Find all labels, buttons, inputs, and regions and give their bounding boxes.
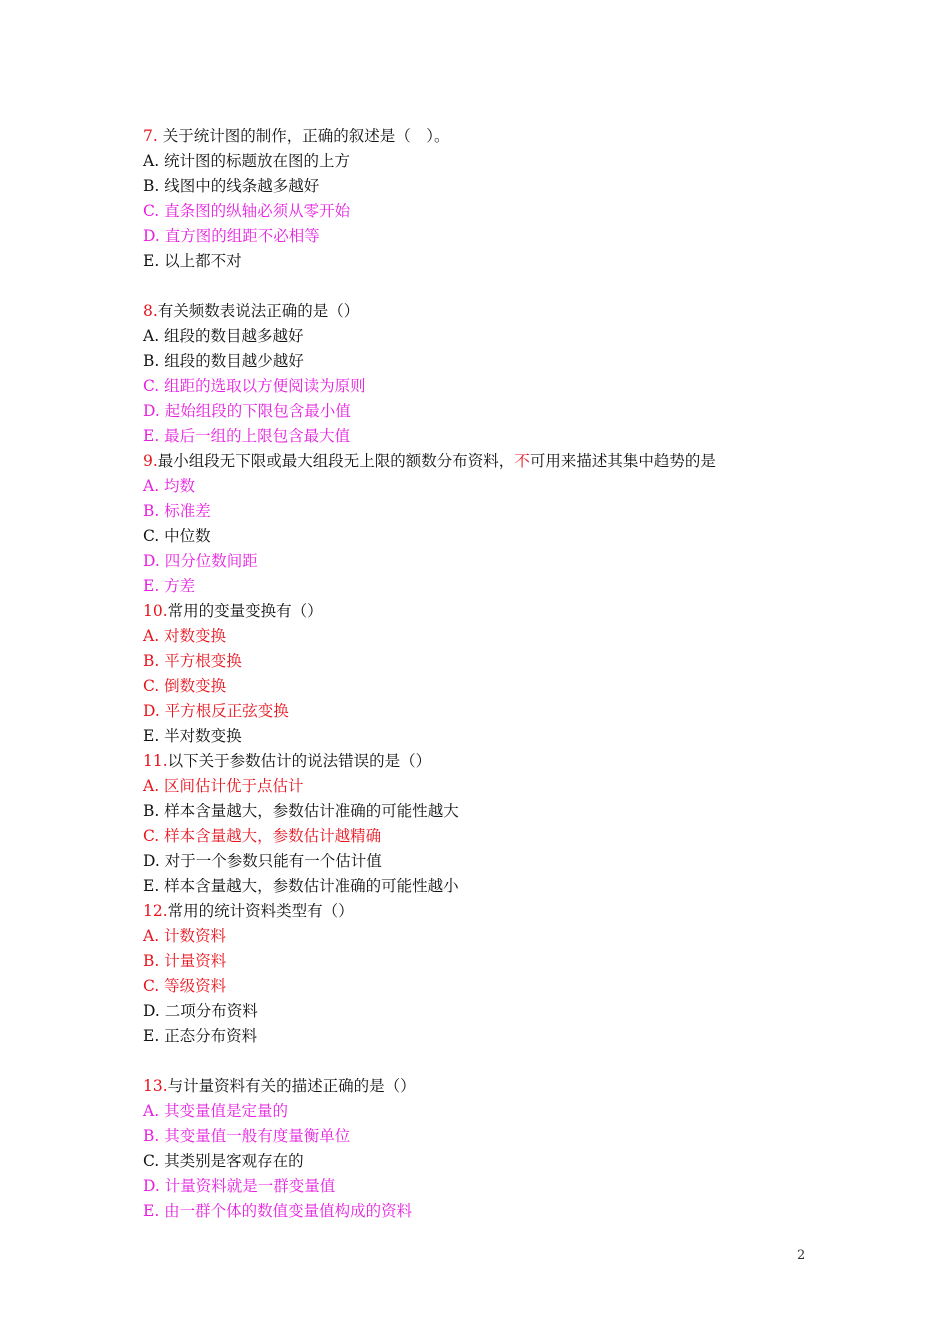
q10-option-e: E. 半对数变换 [143, 727, 242, 745]
q7-option-c: C. 直条图的纵轴必须从零开始 [143, 202, 351, 220]
q7-option-d: D. 直方图的组距不必相等 [143, 227, 320, 245]
q12-option-c: C. 等级资料 [143, 977, 227, 995]
q8-option-e: E. 最后一组的上限包含最大值 [143, 427, 351, 445]
q9-option-c: C. 中位数 [143, 527, 211, 545]
q8-option-b: B. 组段的数目越少越好 [143, 352, 304, 370]
question-11 [143, 749, 843, 774]
q10-option-c: C. 倒数变换 [143, 677, 227, 695]
question-text-end: 可用来描述其集中趋势的是 [529, 452, 716, 470]
spacer [143, 274, 843, 299]
q8-option-a: A. 组段的数目越多越好 [143, 327, 304, 345]
q13-option-b: B. 其变量值一般有度量衡单位 [143, 1127, 351, 1145]
q9-option-d: D. 四分位数间距 [143, 552, 258, 570]
question-number: 13. [143, 1077, 168, 1095]
q9-option-a: A. 均数 [143, 477, 196, 495]
q9-option-b: B. 标准差 [143, 502, 211, 520]
question-number: 10. [143, 602, 168, 620]
question-highlight: 不 [514, 452, 530, 470]
question-10 [143, 599, 843, 624]
question-text: 最小组段无下限或最大组段无上限的额数分布资料， [157, 452, 515, 470]
q11-option-d: D. 对于一个参数只能有一个估计值 [143, 852, 382, 870]
q12-option-d: D. 二项分布资料 [143, 1002, 258, 1020]
page-number: 2 [797, 1248, 806, 1263]
q10-option-b: B. 平方根变换 [143, 652, 242, 670]
q10-option-d: D. 平方根反正弦变换 [143, 702, 289, 720]
q10-option-a: A. 对数变换 [143, 627, 227, 645]
q12-option-e: E. 正态分布资料 [143, 1027, 258, 1045]
question-text: 关于统计图的制作，正确的叙述是（ ）。 [157, 127, 450, 145]
q11-option-a: A. 区间估计优于点估计 [143, 777, 304, 795]
question-text: 与计量资料有关的描述正确的是（） [167, 1077, 416, 1095]
question-text: 常用的统计资料类型有（） [167, 902, 354, 920]
question-number: 12. [143, 902, 168, 920]
q7-option-a: A. 统计图的标题放在图的上方 [143, 152, 351, 170]
question-number: 8. [143, 302, 158, 320]
question-7 [143, 124, 843, 149]
question-12 [143, 899, 843, 924]
q12-option-a: A. 计数资料 [143, 927, 227, 945]
q8-option-c: C. 组距的选取以方便阅读为原则 [143, 377, 366, 395]
question-number: 9. [143, 452, 158, 470]
q11-option-e: E. 样本含量越大，参数估计准确的可能性越小 [143, 877, 459, 895]
question-number: 11. [143, 752, 168, 770]
document-page [143, 124, 843, 1224]
q13-option-a: A. 其变量值是定量的 [143, 1102, 289, 1120]
q12-option-b: B. 计量资料 [143, 952, 227, 970]
question-8 [143, 299, 843, 324]
q9-option-e: E. 方差 [143, 577, 196, 595]
q13-option-e: E. 由一群个体的数值变量值构成的资料 [143, 1202, 413, 1220]
q13-option-d: D. 计量资料就是一群变量值 [143, 1177, 336, 1195]
spacer [143, 1049, 843, 1074]
q11-option-b: B. 样本含量越大，参数估计准确的可能性越大 [143, 802, 459, 820]
question-text: 有关频数表说法正确的是（） [157, 302, 360, 320]
question-13 [143, 1074, 843, 1099]
q7-option-e: E. 以上都不对 [143, 252, 242, 270]
question-number: 7. [143, 127, 158, 145]
q13-option-c: C. 其类别是客观存在的 [143, 1152, 304, 1170]
q8-option-d: D. 起始组段的下限包含最小值 [143, 402, 351, 420]
q7-option-b: B. 线图中的线条越多越好 [143, 177, 320, 195]
question-text: 以下关于参数估计的说法错误的是（） [167, 752, 432, 770]
question-text: 常用的变量变换有（） [167, 602, 323, 620]
question-9 [143, 449, 843, 474]
q11-option-c: C. 样本含量越大，参数估计越精确 [143, 827, 382, 845]
